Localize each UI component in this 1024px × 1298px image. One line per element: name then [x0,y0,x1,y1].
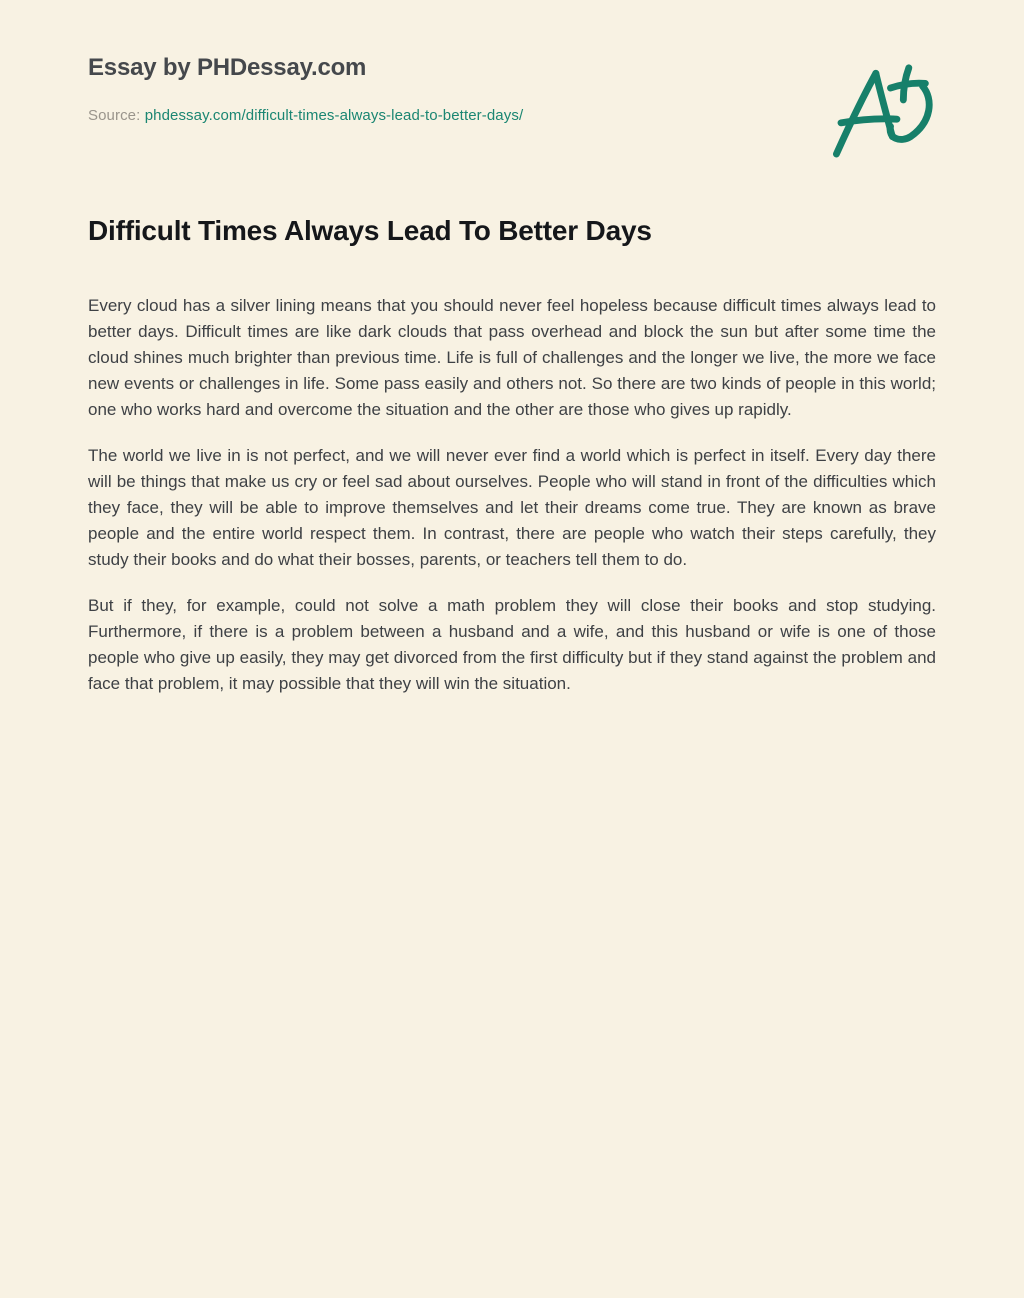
source-line [88,107,523,124]
essay-paragraph-2: The world we live in is not perfect, and we will never ever find a world which is perfect in itself. Every day there will be things that make us cry or feel sad about ourselves. People who will stand in front of the difficulties which they face, they will be able to improve themselves and let their dreams come true. They are known as brave people and the entire world respect them. In contrast, there are people who watch their steps carefully, they study their books and do what their bosses, parents, or teachers tell them to do. [88,446,936,569]
source-label: Source: [88,107,141,124]
essay-title: Difficult Times Always Lead To Better Days [88,215,652,246]
essay-body [88,293,936,697]
source-url-link[interactable]: phdessay.com/difficult-times-always-lead-to-better-days/ [144,107,524,124]
page-header [88,54,936,162]
essay-paragraph-3: But if they, for example, could not solve a math problem they will close their books and stop studying. Furthermore, if there is a problem between a husband and a wife, and this husband or wife is one of those people who give up easily, they may get divorced from the first difficulty but if they stand against the problem and face that problem, it may possible that they will win the situation. [88,596,936,693]
essay-paragraph-1: Every cloud has a silver lining means that you should never feel hopeless because difficult times always lead to better days. Difficult times are like dark clouds that pass overhead and block the sun but after some time the cloud shines much brighter than previous time. Life is full of challenges and the longer we live, the more we face new events or challenges in life. Some pass easily and others not. So there are two kinds of people in this world; one who works hard and overcome the situation and the other are those who gives up rapidly. [88,296,936,419]
header-text-block [88,54,523,124]
byline-heading: Essay by PHDessay.com [88,54,367,81]
phdessay-a-plus-logo-icon [830,58,940,162]
